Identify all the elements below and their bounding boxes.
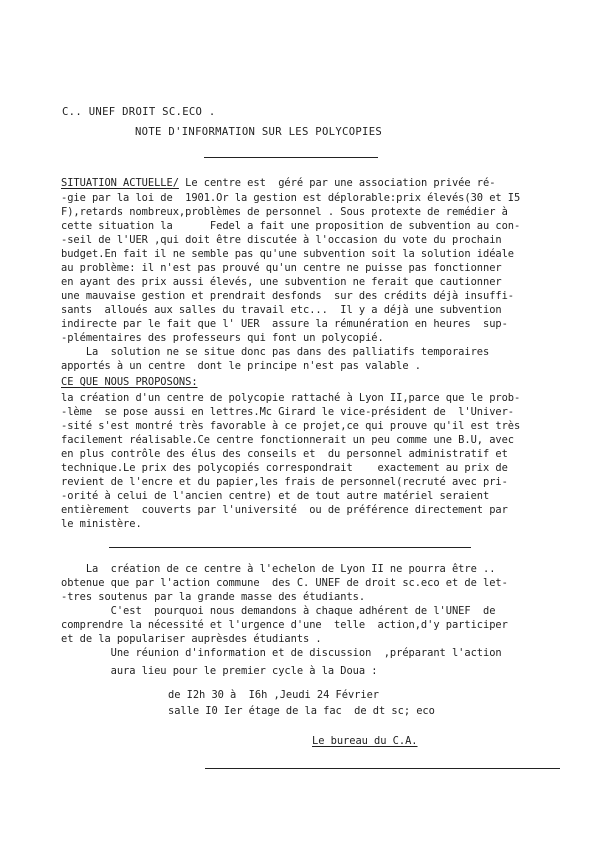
conclusion-line: aura lieu pour le premier cycle à la Doua : xyxy=(61,665,378,677)
conclusion-line: Une réunion d'information et de discussion ,préparant l'action xyxy=(61,647,502,659)
proposal-line: -orité à celui de l'ancien centre) et de tout autre matériel seraient xyxy=(61,490,490,502)
meeting-place: salle I0 Ier étage de la fac de dt sc; eco xyxy=(168,705,435,717)
signature-text: Le bureau du C.A. xyxy=(312,735,418,747)
proposal-line: -sité s'est montré très favorable à ce projet,ce qui prouve qu'il est très xyxy=(61,420,521,432)
conclusion-line: et de la populariser auprèsdes étudiants . xyxy=(61,633,322,645)
footer-rule xyxy=(205,768,560,769)
proposal-heading xyxy=(61,376,198,389)
proposal-line: en plus contrôle des élus des conseils et du personnel administratif et xyxy=(61,448,508,460)
proposal-line: revient de l'encre et du papier,les frais de personnel(recruté avec pri- xyxy=(61,476,508,488)
situation-line: -plémentaires des professeurs qui font un polycopié. xyxy=(61,332,384,344)
situation-line: -gie par la loi de 1901.Or la gestion est déplorable:prix élevés(30 et I5 xyxy=(61,192,521,204)
situation-line: -seil de l'UER ,qui doit être discutée à l'occasion du vote du prochain xyxy=(61,234,502,246)
situation-line: budget.En fait il ne semble pas qu'une subvention soit la solution idéale xyxy=(61,248,515,260)
situation-line: en ayant des prix aussi élevés, une subvention ne ferait que cautionner xyxy=(61,276,502,288)
situation-line: La solution ne se situe donc pas dans des palliatifs temporaires xyxy=(61,346,490,358)
proposal-line: facilement réalisable.Ce centre fonctionnerait un peu comme une B.U, avec xyxy=(61,434,515,446)
conclusion-line: obtenue que par l'action commune des C. UNEF de droit sc.eco et de let- xyxy=(61,577,508,589)
conclusion-line: C'est pourquoi nous demandons à chaque adhérent de l'UNEF de xyxy=(61,605,496,617)
situation-line: sants alloués aux salles du travail etc... Il y a déjà une subvention xyxy=(61,304,502,316)
meeting-time: de I2h 30 à I6h ,Jeudi 24 Février xyxy=(168,689,379,701)
situation-line: apportés à un centre dont le principe n'est pas valable . xyxy=(61,360,421,372)
proposal-label: CE QUE NOUS PROPOSONS: xyxy=(61,376,198,388)
situation-label: SITUATION ACTUELLE/ xyxy=(61,177,179,189)
situation-line: une mauvaise gestion et prendrait desfonds sur des crédits déjà insuffi- xyxy=(61,290,515,302)
situation-line: indirecte par le fait que l' UER assure la rémunération en heures sup- xyxy=(61,318,508,330)
situation-line: F),retards nombreux,problèmes de personnel . Sous protexte de remédier à xyxy=(61,206,508,218)
situation-first-line xyxy=(61,177,495,190)
proposal-line: technique.Le prix des polycopiés correspondrait exactement au prix de xyxy=(61,462,508,474)
conclusion-line: comprendre la nécessité et l'urgence d'une telle action,d'y participer xyxy=(61,619,508,631)
signature xyxy=(312,735,418,748)
proposal-line: le ministère. xyxy=(61,518,142,530)
proposal-line: -lème se pose aussi en lettres.Mc Girard le vice-président de l'Univer- xyxy=(61,406,515,418)
situation-first-text: Le centre est géré par une association privée ré- xyxy=(178,177,496,189)
document-title: NOTE D'INFORMATION SUR LES POLYCOPIES xyxy=(135,126,383,138)
situation-line: cette situation la Fedel a fait une proposition de subvention au con- xyxy=(61,220,521,232)
proposal-line: entièrement couverts par l'université ou de préférence directement par xyxy=(61,504,508,516)
title-rule xyxy=(204,157,378,158)
conclusion-line: La création de ce centre à l'echelon de Lyon II ne pourra être .. xyxy=(61,563,496,575)
situation-line: au problème: il n'est pas prouvé qu'un centre ne puisse pas fonctionner xyxy=(61,262,502,274)
union-header: C.. UNEF DROIT SC.ECO . xyxy=(62,106,216,118)
proposal-line: la création d'un centre de polycopie rattaché à Lyon II,parce que le prob- xyxy=(61,392,521,404)
conclusion-line: -tres soutenus par la grande masse des étudiants. xyxy=(61,591,366,603)
section-rule xyxy=(109,547,471,548)
